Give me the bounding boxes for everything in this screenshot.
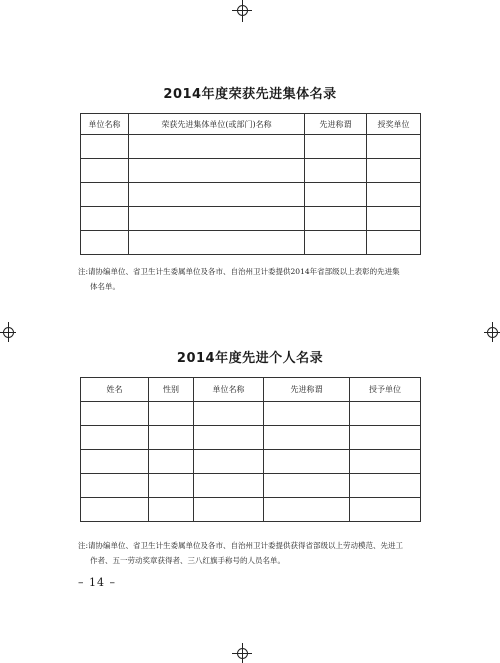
column-header-unit-name: 单位名称 (194, 378, 264, 402)
table-header-row (81, 378, 421, 402)
collective-note (78, 264, 423, 294)
individual-list-title: 2014年度先进个人名录 (176, 351, 324, 366)
table-row (81, 402, 421, 426)
crop-mark-left (0, 322, 16, 342)
column-header-honor-title: 先进称谓 (264, 378, 350, 402)
page-number: – 14 – (78, 576, 116, 589)
table-header-row (81, 114, 421, 135)
column-header-name: 姓名 (81, 378, 149, 402)
collective-note-line2: 体名单。 (90, 282, 120, 291)
column-header-unit-name: 单位名称 (81, 114, 129, 135)
table-row (81, 135, 421, 159)
table-row (81, 426, 421, 450)
collective-table (80, 113, 421, 255)
table-row (81, 450, 421, 474)
table-row (81, 207, 421, 231)
individual-table (80, 377, 421, 522)
column-header-gender: 性别 (149, 378, 194, 402)
crop-mark-top (232, 0, 252, 22)
column-header-honor-title: 先进称谓 (305, 114, 367, 135)
crop-mark-right (484, 322, 500, 342)
table-row (81, 498, 421, 522)
table-row (81, 474, 421, 498)
individual-note-line1: 注:请协编单位、省卫生计生委属单位及各市、自治州卫计委提供获得省部级以上劳动模范、先进工 (78, 541, 404, 550)
table-row (81, 183, 421, 207)
table-row (81, 159, 421, 183)
collective-list-title: 2014年度荣获先进集体名录 (163, 87, 337, 102)
individual-note (78, 538, 423, 568)
column-header-awarding-unit: 授予单位 (350, 378, 421, 402)
individual-note-line2: 作者、五一劳动奖章获得者、三八红旗手称号的人员名单。 (90, 556, 285, 565)
collective-note-line1: 注:请协编单位、省卫生计生委属单位及各市、自治州卫计委提供2014年省部级以上表彰的先进集 (78, 267, 400, 276)
column-header-awarding-unit: 授奖单位 (367, 114, 421, 135)
column-header-awarded-unit: 荣获先进集体单位(或部门)名称 (129, 114, 305, 135)
table-row (81, 231, 421, 255)
crop-mark-bottom (232, 643, 252, 663)
